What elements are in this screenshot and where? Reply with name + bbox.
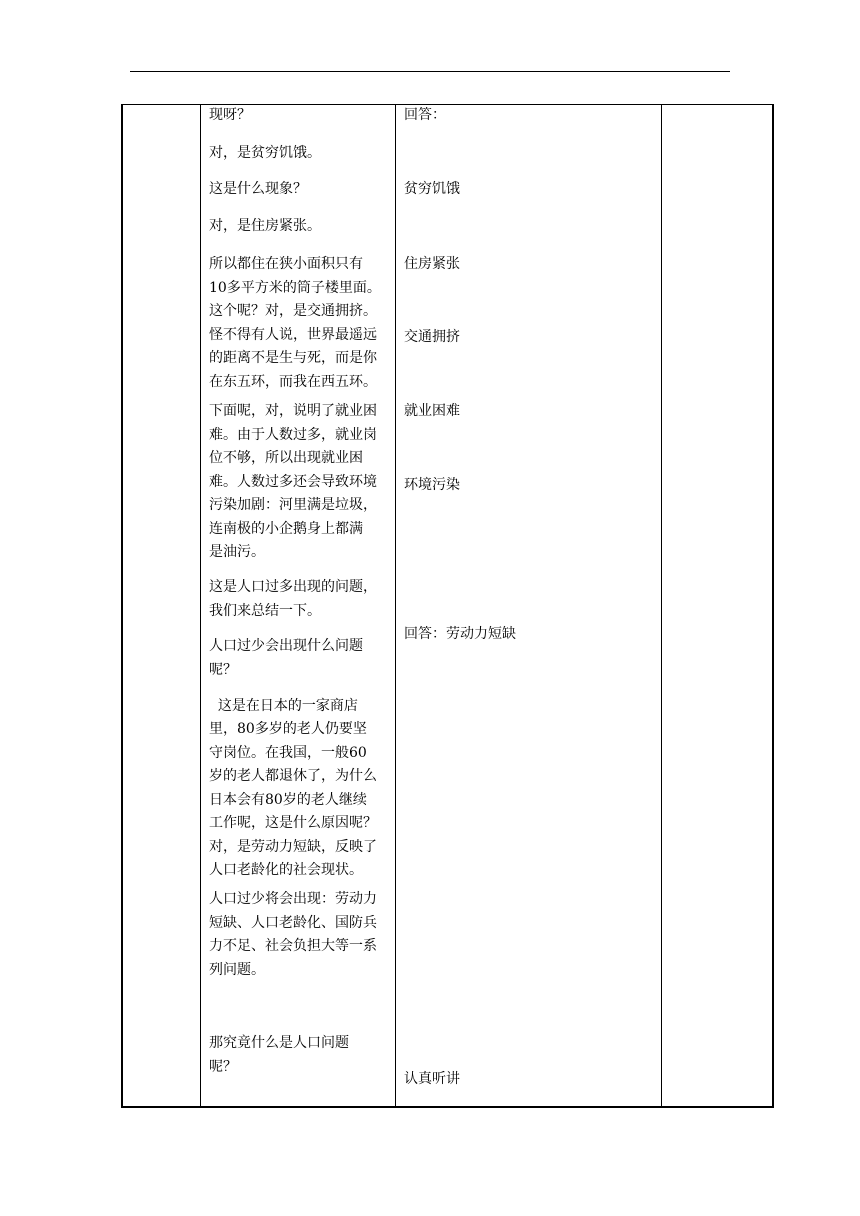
teacher-text-line: 现呀？ [209,107,251,123]
column-divider-3 [661,105,662,1106]
teacher-text-line: 那究竟什么是人口问题 [209,1035,349,1051]
teacher-text-line: 列问题。 [209,962,265,978]
teacher-text-line: 的距离不是生与死，而是你 [209,350,377,366]
teacher-text-line: 对，是贫穷饥饿。 [209,145,321,161]
student-text-line: 环境污染 [404,477,460,493]
student-text-line: 贫穷饥饿 [404,181,460,197]
teacher-text-line: 这是人口过多出现的问题， [209,579,377,595]
teacher-text-line: 人口过少将会出现：劳动力 [209,891,377,907]
teacher-text-line: 人口过少会出现什么问题 [209,638,363,654]
teacher-text-line: 人口老龄化的社会现状。 [209,862,363,878]
student-text-line: 回答：劳动力短缺 [404,626,516,642]
teacher-text-line: 怪不得有人说，世界最遥远 [209,327,377,343]
teacher-text-line: 力不足、社会负担大等一系 [209,938,377,954]
teacher-text-line: 我们来总结一下。 [209,603,321,619]
teacher-text-line: 短缺、人口老龄化、国防兵 [209,915,377,931]
teacher-text-line: 呢？ [209,662,237,678]
page-header-rule [130,71,730,72]
teacher-text-line: 难。人数过多还会导致环境 [209,474,377,490]
teacher-text-line: 下面呢，对，说明了就业困 [209,403,377,419]
teacher-text-line: 是油污。 [209,544,265,560]
student-text-line: 交通拥挤 [404,329,460,345]
student-text-line: 认真听讲 [404,1071,460,1087]
teacher-text-line: 位不够，所以出现就业困 [209,450,363,466]
column-divider-1 [200,105,201,1106]
teacher-text-line: 这个呢？对，是交通拥挤。 [209,303,377,319]
teacher-text-line: 工作呢，这是什么原因呢？ [209,815,377,831]
teacher-text-line: 在东五环，而我在西五环。 [209,374,377,390]
teacher-text-line: 10多平方米的筒子楼里面。 [209,280,381,296]
student-text-line: 回答： [404,107,446,123]
teacher-text-line: 所以都住在狭小面积只有 [209,256,363,272]
teacher-text-line: 守岗位。在我国，一般60 [209,745,367,761]
teacher-text-line: 对，是住房紧张。 [209,218,321,234]
teacher-text-line: 这是在日本的一家商店 [209,698,358,714]
teacher-text-line: 岁的老人都退休了，为什么 [209,768,377,784]
teacher-text-line: 对，是劳动力短缺，反映了 [209,839,377,855]
student-text-line: 就业困难 [404,403,460,419]
student-text-line: 住房紧张 [404,256,460,272]
teacher-text-line: 呢？ [209,1059,237,1075]
teacher-text-line: 污染加剧：河里满是垃圾， [209,497,377,513]
teacher-text-line: 里，80多岁的老人仍要坚 [209,721,367,737]
teacher-text-line: 日本会有80岁的老人继续 [209,792,367,808]
teacher-text-line: 连南极的小企鹅身上都满 [209,521,363,537]
teacher-text-line: 难。由于人数过多，就业岗 [209,427,377,443]
column-divider-2 [395,105,396,1106]
teacher-text-line: 这是什么现象？ [209,181,307,197]
